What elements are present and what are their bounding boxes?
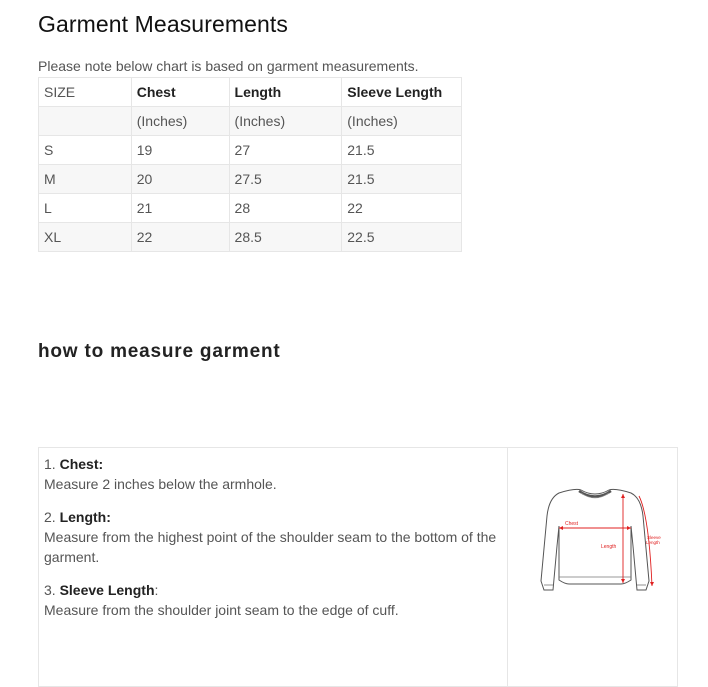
cell-sleeve-length: 21.5: [342, 165, 462, 194]
units-sleeve-length: (Inches): [342, 107, 462, 136]
cell-length: 28: [229, 194, 342, 223]
sleeve-arrow-bottom: [650, 582, 654, 586]
step-number: 2.: [44, 509, 56, 525]
sweatshirt-body-outline: [541, 489, 649, 590]
cell-length: 28.5: [229, 223, 342, 252]
step-label: Length:: [59, 509, 111, 525]
table-row: [39, 165, 462, 194]
step-label: Sleeve Length: [59, 582, 155, 598]
table-row: [39, 223, 462, 252]
cell-chest: 19: [131, 136, 229, 165]
table-row: [39, 194, 462, 223]
cell-chest: 20: [131, 165, 229, 194]
cell-length: 27: [229, 136, 342, 165]
table-row: [39, 136, 462, 165]
cell-length: 27.5: [229, 165, 342, 194]
cell-sleeve-length: 22: [342, 194, 462, 223]
sweatshirt-icon: [525, 486, 665, 598]
cell-size: M: [39, 165, 132, 194]
cell-sleeve-length: 22.5: [342, 223, 462, 252]
step-description: Measure 2 inches below the armhole.: [44, 476, 277, 492]
step-label: Chest:: [59, 456, 104, 472]
measure-step-length: [44, 507, 502, 567]
measure-instructions: [39, 448, 508, 686]
cell-size: S: [39, 136, 132, 165]
sleeve-diagram-label-2: Length: [646, 540, 660, 545]
units-length: (Inches): [229, 107, 342, 136]
step-number: 1.: [44, 456, 56, 472]
cell-sleeve-length: 21.5: [342, 136, 462, 165]
step-suffix: :: [154, 582, 159, 598]
units-chest: (Inches): [131, 107, 229, 136]
table-units-row: [39, 107, 462, 136]
cell-size: XL: [39, 223, 132, 252]
chest-diagram-label: Chest: [565, 521, 579, 527]
chart-note: Please note below chart is based on garment measurements.: [38, 58, 419, 74]
measure-guide: [38, 447, 678, 687]
measure-step-chest: [44, 454, 502, 494]
header-size: SIZE: [39, 78, 132, 107]
header-chest: Chest: [131, 78, 229, 107]
step-number: 3.: [44, 582, 56, 598]
step-description: Measure from the shoulder joint seam to the edge of cuff.: [44, 602, 399, 618]
header-sleeve-length: Sleeve Length: [342, 78, 462, 107]
sleeve-diagram-label-1: Sleeve: [647, 535, 661, 540]
cell-chest: 21: [131, 194, 229, 223]
header-length: Length: [229, 78, 342, 107]
length-diagram-label: Length: [601, 544, 617, 550]
measure-step-sleeve-length: [44, 580, 502, 620]
cell-chest: 22: [131, 223, 229, 252]
page-title: Garment Measurements: [38, 11, 288, 37]
units-size: [39, 107, 132, 136]
table-header-row: [39, 78, 462, 107]
how-to-measure-heading: how to measure garment: [38, 341, 281, 362]
size-chart-table: [38, 77, 462, 252]
cell-size: L: [39, 194, 132, 223]
step-description: Measure from the highest point of the shoulder seam to the bottom of the garment.: [44, 529, 497, 565]
